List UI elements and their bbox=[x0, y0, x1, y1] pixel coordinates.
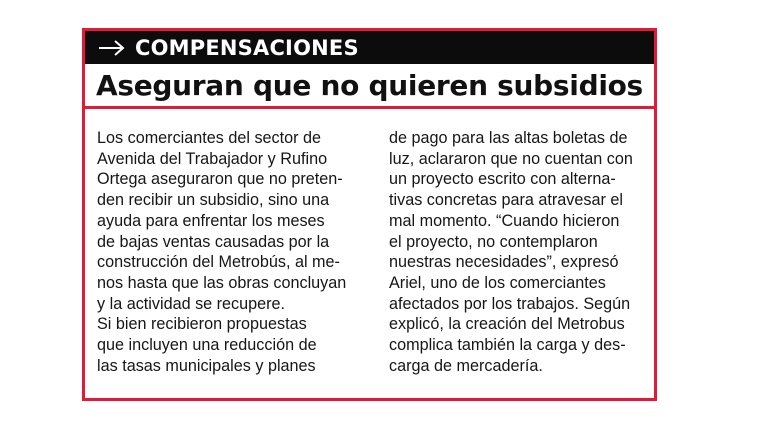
text-line: el proyecto, no contemplaron bbox=[389, 232, 598, 251]
text-line: construcción del Metrobús, al me- bbox=[97, 253, 340, 272]
section-bar bbox=[85, 31, 654, 64]
text-line: den recibir un subsidio, sino una bbox=[97, 191, 330, 210]
body-column-right bbox=[389, 128, 649, 376]
text-line: carga de mercadería. bbox=[389, 356, 543, 375]
text-line: Si bien recibieron propuestas bbox=[97, 315, 307, 334]
text-line: Ariel, uno de los comerciantes bbox=[389, 273, 606, 292]
headline-area bbox=[85, 64, 654, 109]
text-line: afectados por los trabajos. Según bbox=[389, 294, 631, 313]
text-line: nos hasta que las obras concluyan bbox=[97, 273, 347, 292]
headline: Aseguran que no quieren subsidios bbox=[96, 68, 643, 102]
text-line: luz, aclararon que no cuentan con bbox=[389, 149, 633, 168]
text-line: complica también la carga y des- bbox=[389, 336, 626, 355]
text-line: Los comerciantes del sector de bbox=[97, 129, 322, 147]
section-kicker: COMPENSACIONES bbox=[135, 35, 359, 60]
text-line: un proyecto escrito con alterna- bbox=[389, 170, 616, 189]
text-line: Avenida del Trabajador y Rufino bbox=[97, 149, 328, 168]
text-line: que incluyen una reducción de bbox=[97, 336, 317, 355]
text-line: mal momento. “Cuando hicieron bbox=[389, 211, 620, 230]
text-line: ayuda para enfrentar los meses bbox=[97, 211, 325, 230]
text-line: de bajas ventas causadas por la bbox=[97, 232, 330, 251]
text-line: explicó, la creación del Metrobus bbox=[389, 315, 625, 334]
text-line: tivas concretas para atravesar el bbox=[389, 191, 623, 210]
article-box bbox=[82, 28, 657, 401]
body-column-left bbox=[97, 128, 357, 376]
text-line: de pago para las altas boletas de bbox=[389, 129, 628, 147]
text-line: las tasas municipales y planes bbox=[97, 356, 316, 375]
text-line: nuestras necesidades”, expresó bbox=[389, 253, 619, 272]
arrow-right-icon bbox=[97, 38, 127, 58]
text-line: y la actividad se recupere. bbox=[97, 294, 286, 313]
text-line: Ortega aseguraron que no preten- bbox=[97, 170, 343, 189]
